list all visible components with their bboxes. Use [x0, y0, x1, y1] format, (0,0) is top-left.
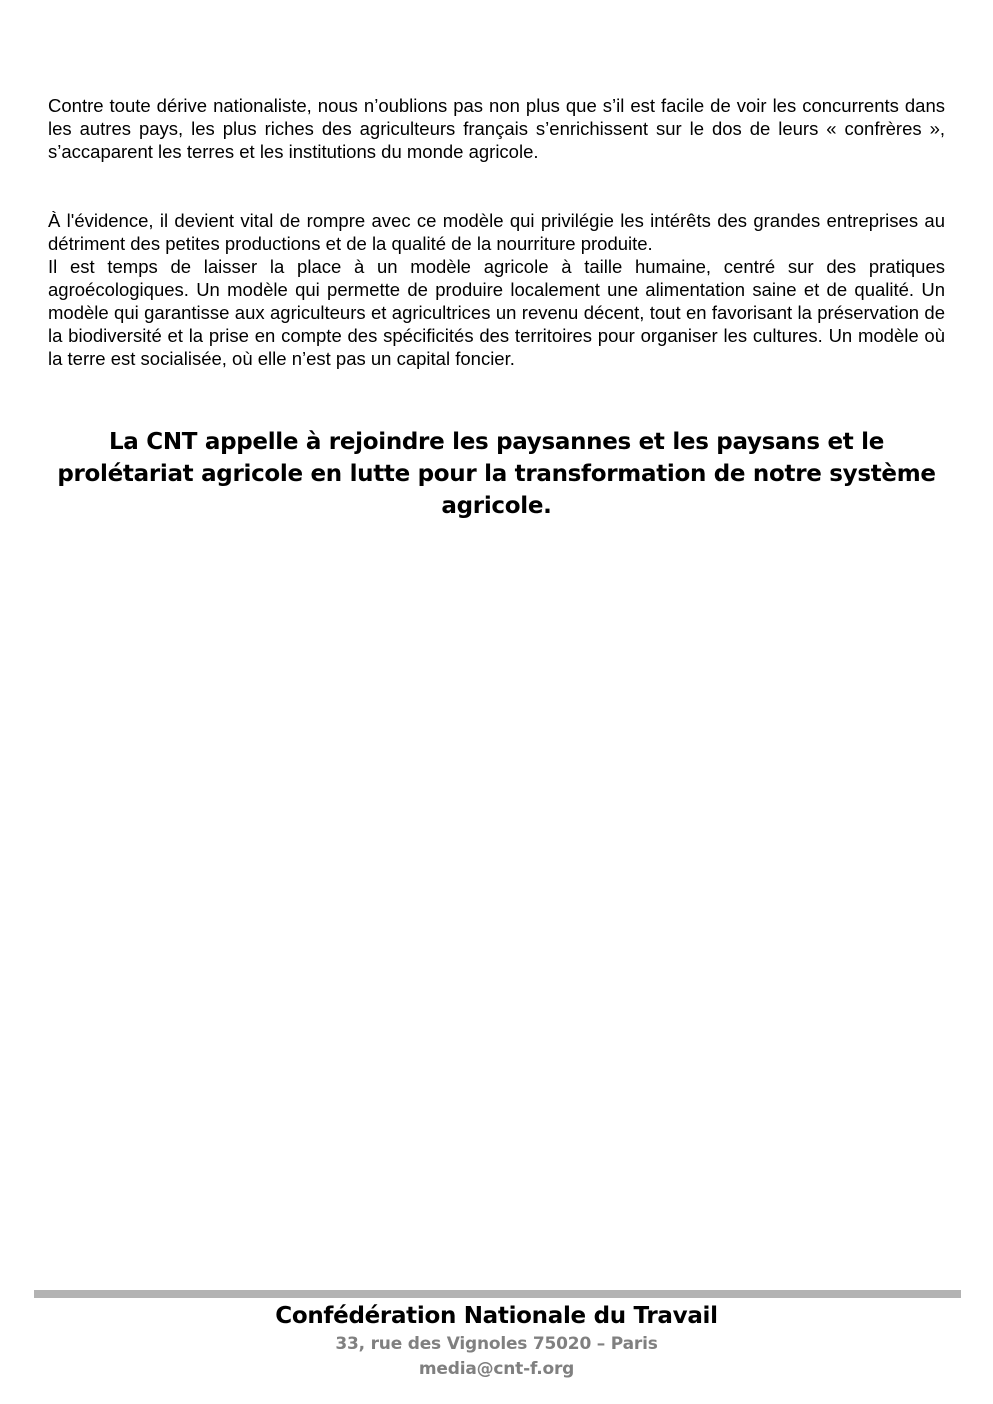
call-to-action: La CNT appelle à rejoindre les paysannes et les paysans et le prolétariat agricole en lutte pour la transformation de notre système agricole.: [57, 429, 936, 519]
footer-email[interactable]: media@cnt-f.org: [418, 1359, 575, 1379]
paragraph-break-model: À l'évidence, il devient vital de rompre avec ce modèle qui privilégie les intérêts des grandes entreprises au détriment des petites productions et de la qualité de la nourriture produite.: [48, 210, 945, 254]
paragraph-nationalism: Contre toute dérive nationaliste, nous n’oublions pas non plus que s’il est facile de voir les concurrents dans les autres pays, les plus riches des agriculteurs français s’enrichissent sur le dos de leurs « confrères », s’accaparent les terres et les institutions du monde agricole.: [48, 95, 945, 162]
body-text: [48, 94, 945, 370]
footer: [0, 1300, 993, 1382]
footer-organization: Confédération Nationale du Travail: [275, 1303, 718, 1329]
paragraph-new-model: Il est temps de laisser la place à un modèle agricole à taille humaine, centré sur des pratiques agroécologiques. Un modèle qui permette de produire localement une alimentation saine et de qualité. Un modèle qui garantisse aux agriculteurs et agricultrices un revenu décent, tout en favorisant la préservation de la biodiversité et la prise en compte des spécificités des territoires pour organiser les cultures. Un modèle où la terre est socialisée, où elle n’est pas un capital foncier.: [48, 256, 945, 369]
footer-address: 33, rue des Vignoles 75020 – Paris: [335, 1334, 658, 1354]
footer-divider: [34, 1290, 961, 1298]
